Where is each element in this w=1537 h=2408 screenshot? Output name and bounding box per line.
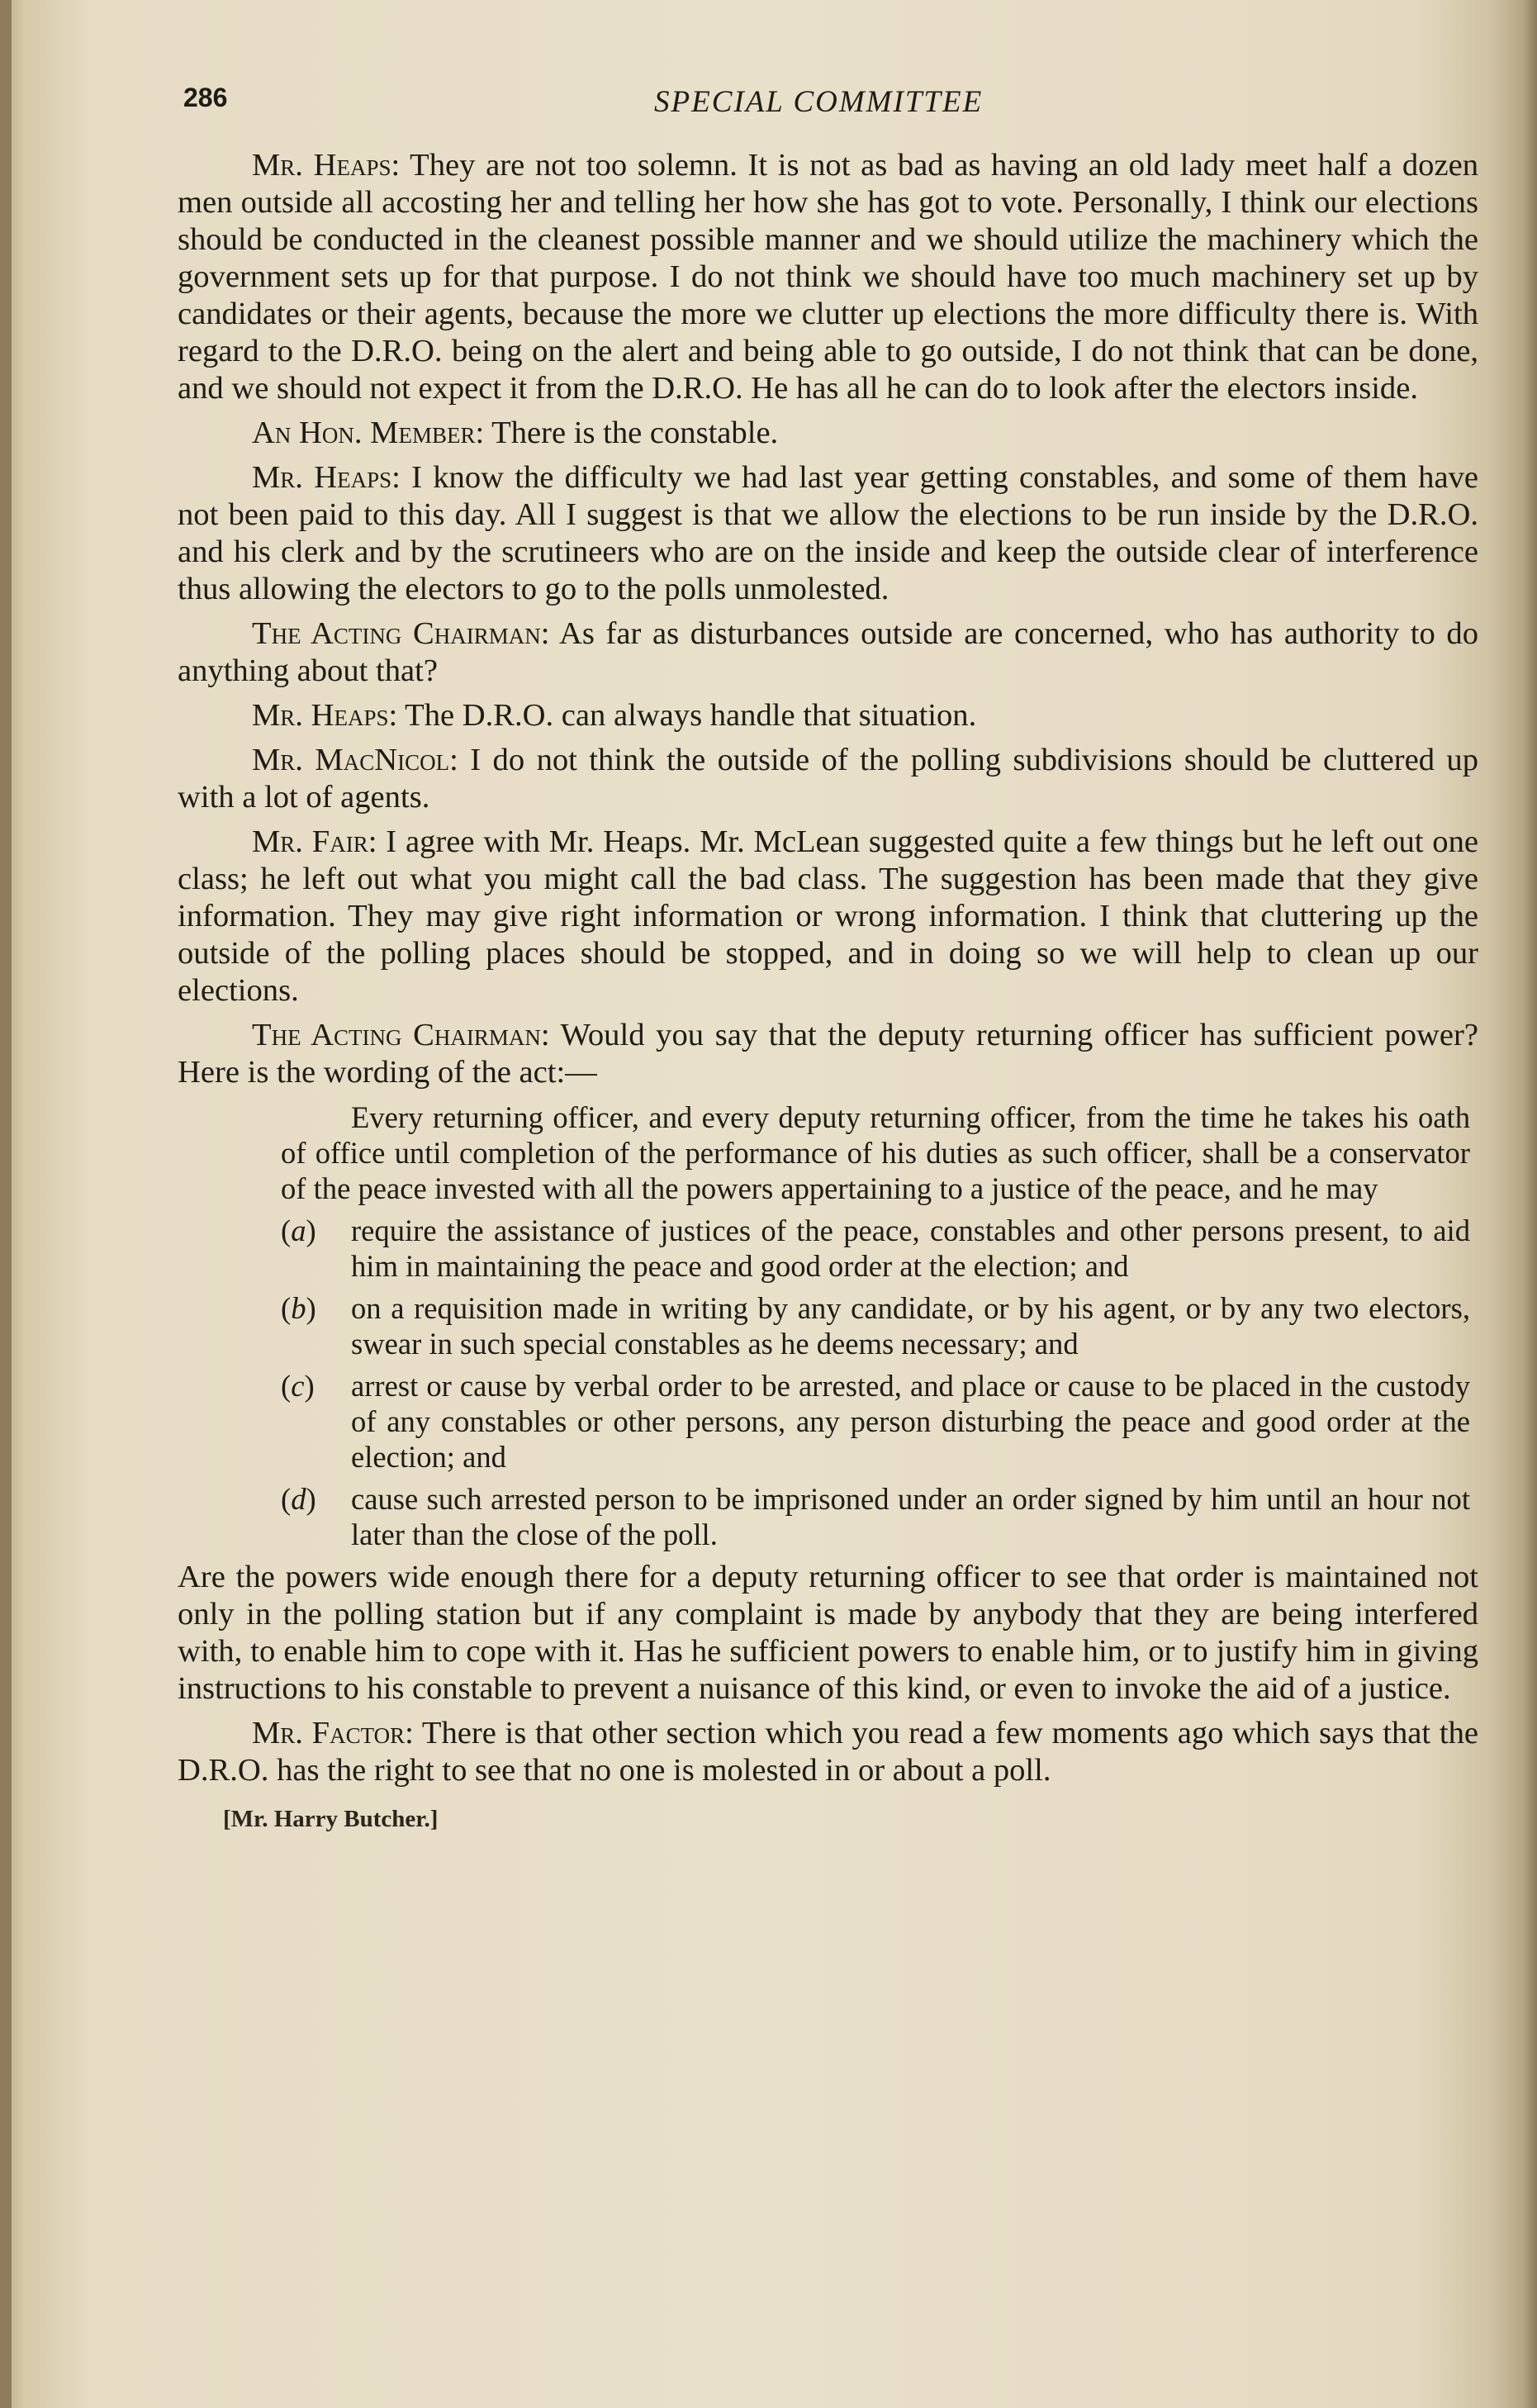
page-body	[178, 147, 1478, 1838]
speaker-name: Mr. Heaps	[252, 698, 389, 733]
clause-text: on a requisition made in writing by any candidate, or by his agent, or by any two electors, swear in such special constables as he deems necessary; and	[351, 1291, 1470, 1361]
speaker-name: The Acting Chairman	[252, 616, 541, 651]
act-quotation	[281, 1100, 1470, 1552]
page-header	[183, 83, 1480, 132]
paragraph	[178, 1017, 1478, 1091]
speaker-name: Mr. Heaps	[252, 460, 392, 495]
speech-text: : They are not too solemn. It is not as bad as having an old lady meet half a dozen men outside all accosting her and telling her how she has got to vote. Personally, I think our elections should be conducted in the cleanest possible manner and we should utilize the machinery which the government sets up for that purpose. I do not think we should have too much machinery set up by candidates or their agents, because the more we clutter up elections the more difficulty there is. With regard to the D.R.O. being on the alert and being able to go outside, I do not think that can be done, and we should not expect it from the D.R.O. He has all he can do to look after the electors inside.	[178, 148, 1478, 406]
quote-intro: Every returning officer, and every deputy returning officer, from the time he takes his oath of office until completion of the performance of his duties as such officer, shall be a conservator of the peace invested with all the powers appertaining to a justice of the peace, and he may	[281, 1100, 1470, 1205]
speech-text: : There is the constable.	[475, 416, 779, 450]
speaker-name: Mr. MacNicol	[252, 743, 450, 777]
speech-text: : I do not think the outside of the polling subdivisions should be cluttered up with a lot of agents.	[178, 743, 1479, 815]
paragraph	[178, 742, 1478, 816]
page-number: 286	[183, 83, 228, 112]
speaker-name: An Hon. Member	[252, 416, 476, 450]
clause-label: (a)	[281, 1213, 316, 1247]
speaker-name: Mr. Factor	[252, 1716, 406, 1750]
speaker-name: Mr. Fair	[252, 824, 368, 859]
speech-text: : As far as disturbances outside are concerned, who has authority to do anything about that?	[178, 616, 1478, 688]
paragraph	[178, 824, 1478, 1009]
paragraph	[178, 459, 1478, 608]
page-edge	[1522, 0, 1537, 2408]
continuation-paragraph: Are the powers wide enough there for a deputy returning officer to see that order is maintained not only in the polling station but if any complaint is made by anybody that they are being interfered with, to enable him to cope with it. Has he sufficient powers to enable him, or to justify him in giving instructions to his constable to prevent a nuisance of this kind, or even to invoke the aid of a justice.	[178, 1560, 1478, 1706]
speech-text: : The D.R.O. can always handle that situation.	[388, 698, 977, 733]
speaker-attribution: [Mr. Harry Butcher.]	[223, 1806, 439, 1832]
speaker-name: Mr. Heaps	[252, 148, 391, 183]
clause-label: (b)	[281, 1291, 316, 1325]
speaker-name: The Acting Chairman	[252, 1018, 541, 1052]
speech-text: : Would you say that the deputy returning officer has sufficient power? Here is the wording of the act:—	[178, 1018, 1478, 1090]
clause-text: cause such arrested person to be imprisoned under an order signed by him until an hour not later than the close of the poll.	[351, 1482, 1470, 1551]
speech-text: : There is that other section which you read a few moments ago which says that the D.R.O. has the right to see that no one is molested in or about a poll.	[178, 1716, 1478, 1788]
paragraph	[178, 1715, 1478, 1789]
paragraph	[178, 615, 1478, 690]
quote-clause	[281, 1290, 1470, 1361]
quote-clause	[281, 1213, 1470, 1284]
quote-clause	[281, 1368, 1470, 1475]
clause-label: (d)	[281, 1482, 316, 1516]
running-head: SPECIAL COMMITTEE	[654, 85, 984, 119]
clause-text: require the assistance of justices of the peace, constables and other persons present, to aid him in maintaining the peace and good order at the election; and	[351, 1213, 1470, 1283]
paragraph	[178, 697, 1478, 734]
speech-text: : I agree with Mr. Heaps. Mr. McLean suggested quite a few things but he left out one class; he left out what you might call the bad class. The suggestion has been made that they give information. They may give right information or wrong information. I think that cluttering up the outside of the polling places should be stopped, and in doing so we will help to clean up our elections.	[178, 824, 1479, 1008]
binding-gutter	[0, 0, 12, 2408]
clause-label: (c)	[281, 1369, 315, 1403]
paragraph	[178, 147, 1478, 407]
speech-text: : I know the difficulty we had last year getting constables, and some of them have not been paid to this day. All I suggest is that we allow the elections to be run inside by the D.R.O. and his clerk and by the scrutineers who are on the inside and keep the outside clear of interference thus allowing the electors to go to the polls unmolested.	[178, 460, 1478, 606]
quote-clause	[281, 1481, 1470, 1552]
clause-text: arrest or cause by verbal order to be arrested, and place or cause to be placed in the custody of any constables or other persons, any person disturbing the peace and good order at the election; and	[351, 1369, 1470, 1474]
paragraph	[178, 415, 1478, 452]
